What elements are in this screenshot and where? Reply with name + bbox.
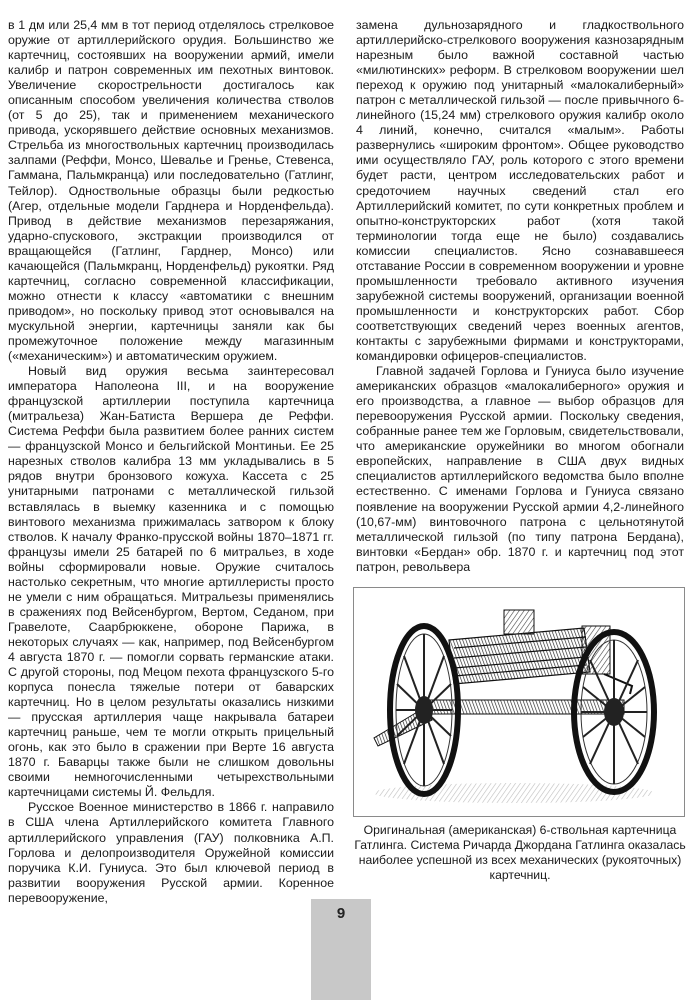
page-number-tab (311, 899, 371, 1000)
right-paragraph-2: Главной задачей Горлова и Гуниуса было изучение американских образцов «малокалиберного» оружия и его производства, а главное — выбор образцов для перевооружения Русской армии. Поскольку сведения, собранные ранее тем же Горловым, свидетельствовали, что американские оружейники во многом обогнали европейских, направление в США двух видных специалистов артиллерийского ведомства было вполне естественно. С именами Горлова и Гуниуса связано появление на вооружении Русской армии 4,2-линейного (10,67-мм) винтовочного патрона с цельнотянутой металлической гильзой (по типу патрона Бердана), винтовки «Бердан» обр. 1870 г. и картечниц под этот патрон, револьвера (356, 364, 684, 574)
gatling-gun-figure (353, 587, 685, 817)
figure-caption: Оригинальная (американская) 6-ствольная картечница Гатлинга. Система Ричарда Джордана Гатлинга оказалась наиболее успешной из всех механических (рукояточных) картечниц. (354, 823, 686, 882)
left-paragraph-1: в 1 дм или 25,4 мм в тот период отделялось стрелковое оружие от артиллерийского орудия. Большинство же картечниц, состоявших на вооружении армий, имели калибр и патрон современных им пехотных винтовок. Увеличение скорострельности достигалось как описанным способом увеличения количества стволов (от 5 до 25), так и применением механического привода, ускорявшего действие основных механизмов. Стрельба из многоствольных картечниц производилась залпами (Реффи, Монсо, Шевалье и Гренье, Стевенса, Гаммана, Пальмкранца) или последовательно (Гатлинг, Тейлор). Одноствольные образцы были редкостью (Агер, отдельные модели Гарднера и Норденфельда). Привод в действие механизмов перезаряжания, ударно-спускового, экстракции производился от вращающейся (Гатлинг, Гарднер, Монсо) или качающейся (Пальмкранц, Норденфельд) рукоятки. Ряд картечниц, согласно современной классификации, можно отнести к классу «автоматики с внешним приводом», но поскольку привод этот основывался на мускульной энергии, картечницы заняли как бы промежуточное положение между магазинным («механическим») и автоматическим оружием. (8, 18, 334, 364)
right-column (356, 18, 684, 575)
left-column (8, 18, 334, 906)
gatling-gun-engraving-icon (354, 588, 684, 816)
left-paragraph-3: Русское Военное министерство в 1866 г. направило в США члена Артиллерийского комитета Главного артиллерийского управления (ГАУ) полковника А.П. Горлова и делопроизводителя Оружейной комиссии поручика К.И. Гуниуса. Это был ключевой период в развитии вооружения Русской армии. Коренное перевооружение, (8, 800, 334, 905)
left-paragraph-2: Новый вид оружия весьма заинтересовал императора Наполеона III, и на вооружение французской артиллерии поступила картечница (митральеза) Жан-Батиста Вершера де Реффи. Система Реффи была развитием более ранних систем — французской Монсо и бельгийской Монтиньи. Ее 25 нарезных стволов калибра 13 мм укладывались в 5 рядов внутри бронзового кожуха. Кассета с 25 унитарными патронами с металлической гильзой вставлялась в выемку казенника и с помощью винтового механизма прижималась затвором к блоку стволов. К началу Франко-прусской войны 1870–1871 гг. французы имели 25 батарей по 6 митральез, в ходе войны сформировали новые. Оружие считалось настолько секретным, что многие артиллеристы просто не умели с ним обращаться. Митральезы применялись в сражениях под Вейсенбургом, Вертом, Седаном, при Гравелоте, Саарбрюккене, обороне Парижа, в некоторых случаях — как, например, под Вейсенбургом 4 августа 1870 г. — помогли сорвать германские атаки. С другой стороны, под Мецом пехота французского 5-го корпуса понесла тяжелые потери от баварских картечниц. Но в целом результаты оказались низкими — прусская артиллерия чаще накрывала батареи картечниц раньше, чем те могли открыть прицельный огонь, как это было в сражении при Верте 16 августа 1870 г. Баварцы также были не слишком довольны своими немногочисленными четырехствольными картечницами системы Й. Фельдля. (8, 364, 334, 800)
page-number: 9 (336, 905, 346, 922)
right-paragraph-1: замена дульнозарядного и гладкоствольного артиллерийско-стрелкового вооружения казнозарядным нарезным было важной составной частью «милютинских» реформ. В стрелковом вооружении шел переход к оружию под унитарный «малокалиберный» патрон с металлической гильзой — после привычного 6-линейного (15,24 мм) стрелкового оружия калибр около 4 линий, конечно, считался «малым». Работы развернулись «широким фронтом». Общее руководство ими осуществляло ГАУ, роль которого с этого времени будет расти, центром исследовательских работ и средоточием научных сведений стал его Артиллерийский комитет, по сути конкретных проблем и опытно-конструкторских работ (хотя такой терминологии тогда еще не было) создавались комиссии специалистов. Ясно сознававшееся отставание России в современном вооружении и уровне промышленности требовало активного изучения зарубежной системы вооружений, организации военной промышленности и конструкторских работ. Сбор соответствующих сведений через военных агентов, контакты с зарубежными фирмами и конструкторами, командировки офицеров-специалистов. (356, 18, 684, 364)
